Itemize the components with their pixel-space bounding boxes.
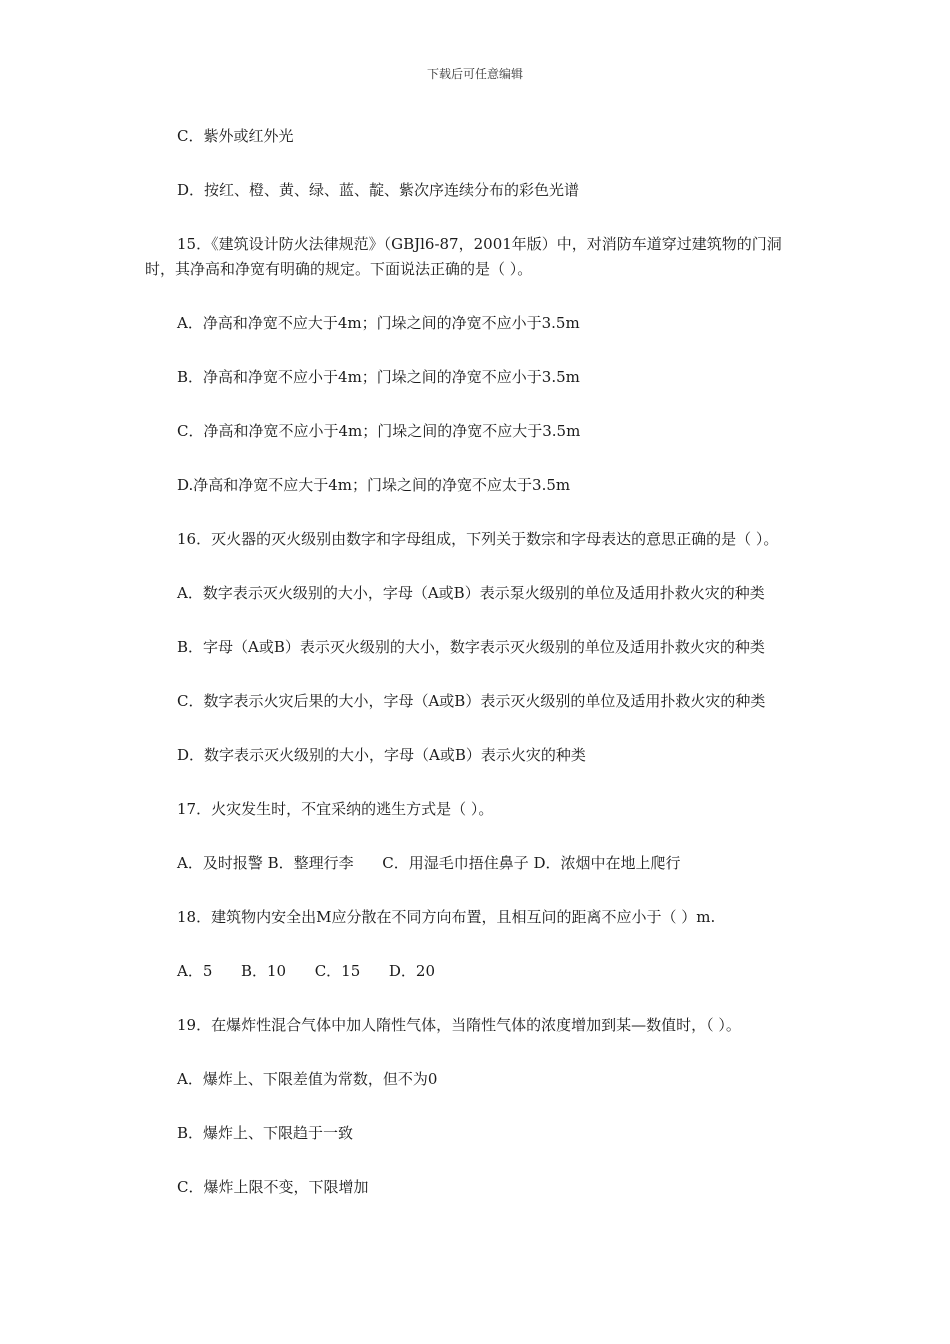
- option-a-16: A．数字表示灭火级别的大小，字母（A或B）表示泵火级别的单位及适用扑救火灾的种类: [177, 584, 765, 602]
- option-c-19: C．爆炸上限不变，下限增加: [177, 1178, 369, 1196]
- option-a-19: A．爆炸上、下限差值为常数，但不为0: [177, 1070, 438, 1088]
- question-15: 15．《建筑设计防火法律规范》（GBJl6-87，2001年版）中，对消防车道穿过建筑物的门洞时，其净高和净宽有明确的规定。下面说法正确的是（ ）。: [145, 235, 782, 278]
- options-17: A．及时报警 B．整理行李 C．用湿毛巾捂住鼻子 D．浓烟中在地上爬行: [177, 854, 681, 872]
- option-c-15: C．净高和净宽不应小于4m；门垛之间的净宽不应大于3.5m: [177, 422, 581, 440]
- option-d-16: D．数字表示灭火级别的大小，字母（A或B）表示火灾的种类: [177, 746, 586, 764]
- option-b-19: B．爆炸上、下限趋于一致: [177, 1124, 354, 1142]
- option-c-14: C．紫外或红外光: [177, 127, 294, 145]
- question-18: 18．建筑物内安全出M应分散在不同方向布置，且相互问的距离不应小于（ ）m.: [177, 908, 716, 926]
- option-b-16: B．字母（A或B）表示灭火级别的大小，数字表示灭火级别的单位及适用扑救火灾的种类: [177, 638, 765, 656]
- option-d-15: D.净高和净宽不应大于4m；门垛之间的净宽不应太于3.5m: [177, 476, 571, 494]
- option-a-15: A．净高和净宽不应大于4m；门垛之间的净宽不应小于3.5m: [177, 314, 580, 332]
- document-body: [145, 124, 810, 1229]
- option-b-15: B．净高和净宽不应小于4m；门垛之间的净宽不应小于3.5m: [177, 368, 580, 386]
- question-19: 19．在爆炸性混合气体中加人隋性气体，当隋性气体的浓度增加到某—数值时，（ ）。: [177, 1016, 741, 1034]
- question-16: 16．灭火器的灭火级别由数字和字母组成，下列关于数宗和字母表达的意思正确的是（ ）。: [177, 530, 779, 548]
- page-header: 下载后可任意编辑: [426, 67, 523, 81]
- question-17: 17．火灾发生时，不宜采纳的逃生方式是（ ）。: [177, 800, 494, 818]
- option-c-16: C．数字表示火灾后果的大小，字母（A或B）表示灭火级别的单位及适用扑救火灾的种类: [177, 692, 766, 710]
- option-d-14: D．按红、橙、黄、绿、蓝、靛、紫次序连续分布的彩色光谱: [177, 181, 580, 199]
- options-18: A．5 B．10 C．15 D．20: [177, 962, 435, 980]
